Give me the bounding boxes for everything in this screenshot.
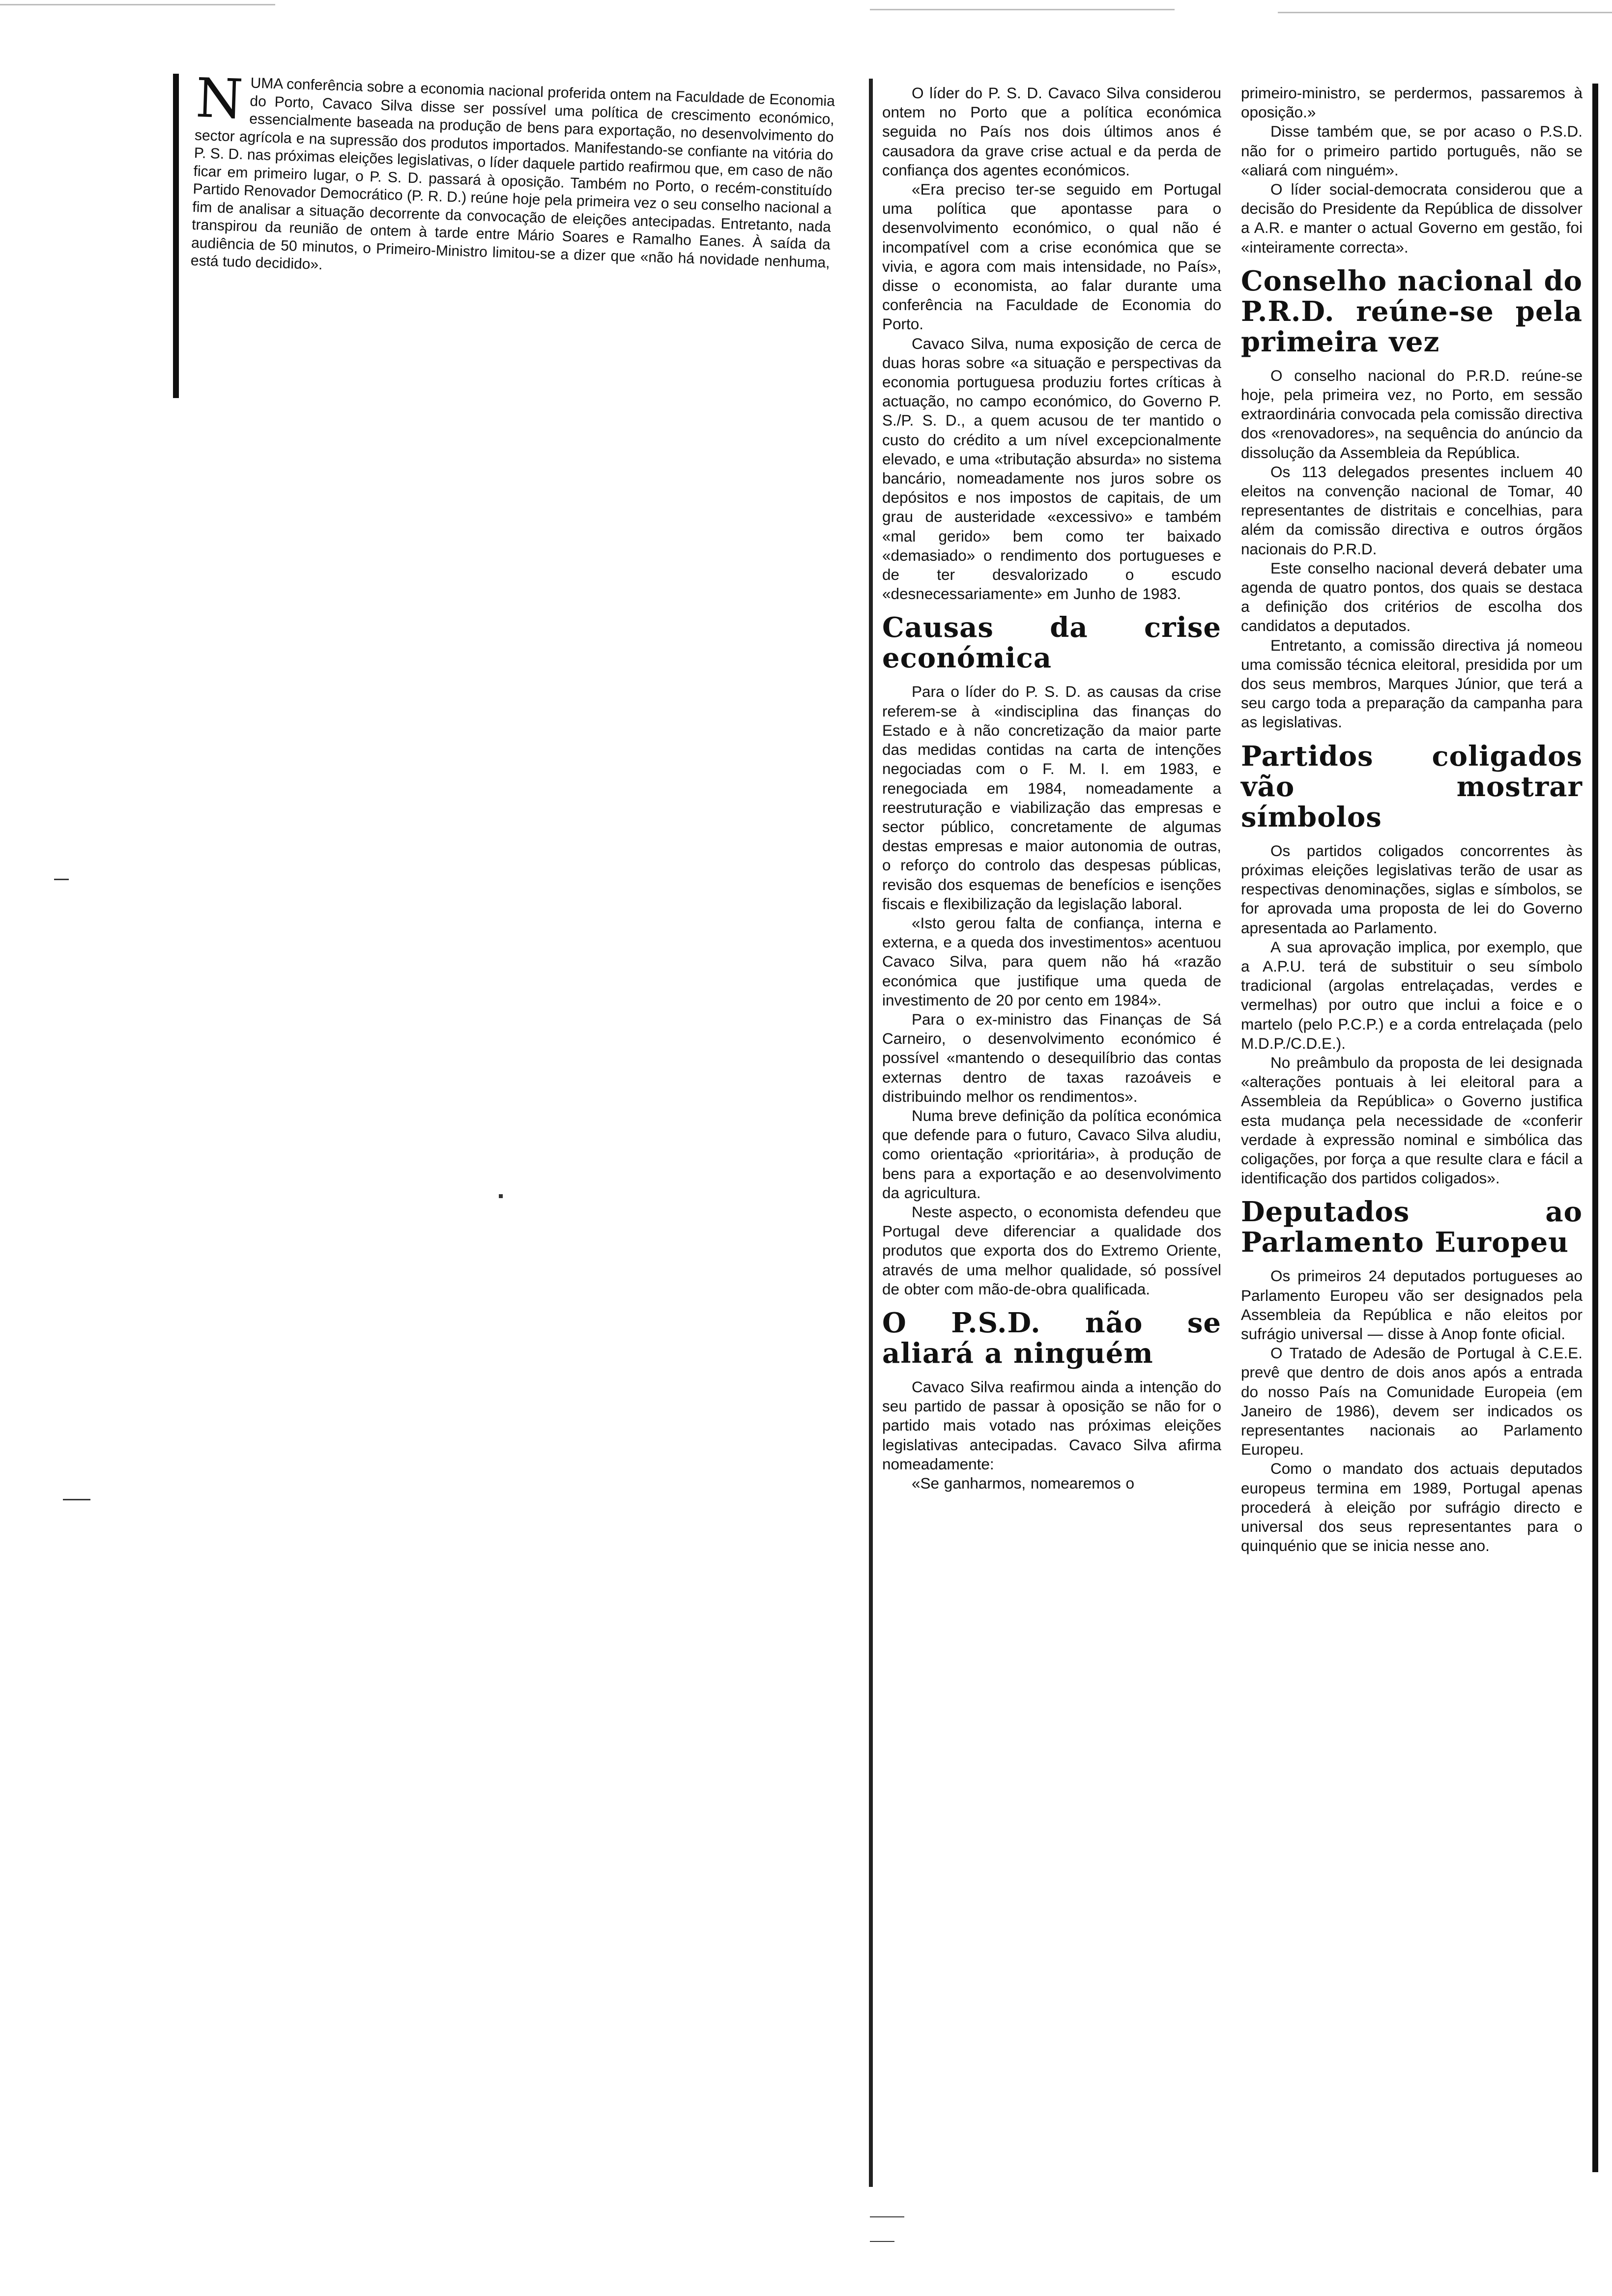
col2-paragraph: O Tratado de Adesão de Portugal à C.E.E. prevê que dentro de dois anos após a entrada do nosso País na Comunidade Europeia (em Janeiro de 1986), devem ser indicados os representantes nacionais ao Parlamento Europeu.	[1241, 1344, 1583, 1459]
article-column-2	[1241, 84, 1583, 1555]
lead-dropcap: N	[195, 66, 244, 131]
col2-paragraph: Os partidos coligados concorrentes às próximas eleições legislativas terão de usar as respectivas denominações, siglas e símbolos, se for aprovada uma proposta de lei do Governo apresentada ao Parlamento.	[1241, 841, 1583, 937]
col1-paragraph: Para o ex-ministro das Finanças de Sá Carneiro, o desenvolvimento económico é possível «mantendo o desequilíbrio das contas externas dentro de taxas razoáveis e distribuindo melhor os rendimentos».	[882, 1010, 1221, 1105]
scan-speck	[870, 2241, 894, 2242]
col1-paragraph: Para o líder do P. S. D. as causas da crise referem-se à «indisciplina das finanças do Estado e à não concretização da maior parte das medidas contidas na carta de intenções negociadas com o F. M. I. em 1983, e renegociada em 1984, nomeadamente a reestruturação e viabilização das empresas e sector público, concretamente de algumas destas empresas e maior autonomia de outras, o reforço do controlo das despesas públicas, revisão dos esquemas de benefícios e isenções fiscais e flexibilização da legislação laboral.	[882, 683, 1221, 913]
col1-paragraph: O líder do P. S. D. Cavaco Silva considerou ontem no Porto que a política económica seguida no País nos dois últimos anos é causadora da grave crise actual e da perda de confiança dos agentes económicos.	[882, 84, 1221, 179]
heading-psd-nao-se-aliara: O P.S.D. não se aliará a ninguém	[882, 1306, 1221, 1370]
col2-paragraph: O conselho nacional do P.R.D. reúne-se hoje, pela primeira vez, no Porto, em sessão extraordinária convocada pela comissão directiva dos «renovadores», na sequência do anúncio da dissolução da Assembleia da República.	[1241, 366, 1583, 461]
clipping-right-edge	[1592, 84, 1598, 2172]
column-rule-left	[869, 79, 873, 2187]
col2-paragraph: Este conselho nacional deverá debater uma agenda de quatro pontos, dos quais se destaca a definição dos critérios de escolha dos candidatos a deputados.	[1241, 559, 1583, 635]
article-column-1	[882, 84, 1221, 1493]
lead-article	[190, 66, 835, 290]
lead-text: UMA conferência sobre a economia nacional proferida ontem na Faculdade de Economia do Porto, Cavaco Silva disse ser possível uma política de crescimento económico, essencialmente baseada na produção de bens para exportação, no desenvolvimento do sector agrícola e na supressão dos produtos importados. Manifestando-se confiante na vitória do P. S. D. nas próximas eleições legislativas, o líder daquele partido reafirmou que, em caso de não ficar em primeiro lugar, o P. S. D. passará à oposição. Também no Porto, o recém-constituído Partido Renovador Democrático (P. R. D.) reúne hoje pela primeira vez o seu conselho nacional a fim de analisar a situação decorrente da convocação de eleições antecipadas. Entretanto, nada transpirou da reunião de ontem à tarde entre Mário Soares e Ramalho Eanes. À saída da audiência de 50 minutos, o Primeiro-Ministro limitou-se a dizer que «não há novidade nenhuma, está tudo decidido».	[190, 75, 835, 273]
scan-edge-top-left	[0, 4, 275, 5]
col2-paragraph: primeiro-ministro, se perdermos, passaremos à oposição.»	[1241, 84, 1583, 121]
col2-paragraph: Entretanto, a comissão directiva já nomeou uma comissão técnica eleitoral, presidida por um dos seus membros, Marques Júnior, que terá a seu cargo toda a preparação da campanha para as legislativas.	[1241, 636, 1583, 731]
col2-paragraph: No preâmbulo da proposta de lei designada «alterações pontuais à lei eleitoral para a Assembleia da República» o Governo justifica esta mudança pela necessidade de «conferir verdade à expressão nominal e simbólica das coligações, por força a que resulte clara e fácil a identificação dos partidos coligados».	[1241, 1053, 1583, 1187]
heading-deputados-parlamento-europeu: Deputados ao Parlamento Europeu	[1241, 1196, 1583, 1259]
col1-paragraph: «Era preciso ter-se seguido em Portugal uma política que apontasse para o desenvolvimento económico, o qual não é incompatível com a crise económica que se vivia, e agora com mais intensidade, no País», disse o economista, ao falar durante uma conferência na Faculdade de Economia do Porto.	[882, 180, 1221, 333]
scan-speck	[870, 2216, 904, 2217]
col1-paragraph: «Se ganharmos, nomearemos o	[912, 1474, 1134, 1492]
col2-paragraph: Os 113 delegados presentes incluem 40 eleitos na convenção nacional de Tomar, 40 representantes de distritais e concelhias, para além da comissão directiva e outros órgãos nacionais do P.R.D.	[1241, 462, 1583, 558]
col1-paragraph: «Isto gerou falta de confiança, interna e externa, e a queda dos investimentos» acentuou Cavaco Silva, para quem não há «razão económica que justifique uma queda de investimento de 20 por cento em 1984».	[882, 914, 1221, 1009]
scan-speck	[54, 879, 69, 880]
col1-paragraph: Cavaco Silva, numa exposição de cerca de duas horas sobre «a situação e perspectivas da economia portuguesa produziu fortes críticas à actuação, no campo económico, do Governo P. S./P. S. D., a quem acusou de ter mantido o custo do crédito a um nível excepcionalmente elevado, e uma «tributação absurda» no sistema bancário, nomeadamente nos juros sobre os depósitos e nos impostos de capitais, de um grau de austeridade «excessivo» e também «mal gerido» bem como ter baixado «demasiado» o rendimento dos portugueses e de ter desvalorizado o escudo «desnecessariamente» em Junho de 1983.	[882, 334, 1221, 603]
scan-speck	[63, 1499, 90, 1500]
col1-paragraph: Neste aspecto, o economista defendeu que Portugal deve diferenciar a qualidade dos produtos que exporta dos do Extremo Oriente, através de uma melhor qualidade, só possível de obter com mão-de-obra qualificada.	[882, 1203, 1221, 1298]
col2-paragraph: O líder social-democrata considerou que a decisão do Presidente da República de dissolver a A.R. e manter o actual Governo em gestão, foi «inteiramente correcta».	[1241, 180, 1583, 256]
clipping-left-edge	[173, 74, 179, 398]
col2-paragraph: Os primeiros 24 deputados portugueses ao Parlamento Europeu vão ser designados pela Assembleia da República e não eleitos por sufrágio universal — disse à Anop fonte oficial.	[1241, 1267, 1583, 1343]
scan-speck	[499, 1194, 503, 1198]
col2-paragraph: A sua aprovação implica, por exemplo, que a A.P.U. terá de substituir o seu símbolo tradicional (argolas entrelaçadas, verdes e vermelhas) por outro que inclui a foice e o martelo (pelo P.C.P.) e a corda entrelaçada (pelo M.D.P./C.D.E.).	[1241, 938, 1583, 1052]
col2-paragraph: Como o mandato dos actuais deputados europeus termina em 1989, Portugal apenas procederá à eleição por sufrágio directo e universal dos seus representantes para o quinquénio que se inicia nesse ano.	[1241, 1460, 1583, 1555]
heading-conselho-nacional-prd: Conselho nacional do P.R.D. reúne-se pela primeira vez	[1241, 264, 1583, 358]
scan-edge-top-mid	[870, 9, 1175, 10]
heading-causas-da-crise: Causas da crise económica	[882, 611, 1221, 675]
col1-paragraph: Numa breve definição da política económica que defende para o futuro, Cavaco Silva aludiu, como orientação «prioritária», à produção de bens para a exportação e ao desenvolvimento da agricultura.	[882, 1106, 1221, 1202]
scan-edge-top-right	[1278, 12, 1612, 13]
col1-paragraph: Cavaco Silva reafirmou ainda a intenção do seu partido de passar à oposição se não for o partido mais votado nas próximas eleições legislativas antecipadas. Cavaco Silva afirma nomeadamente:	[882, 1378, 1221, 1473]
heading-partidos-coligados: Partidos coligados vão mostrar símbolos	[1241, 740, 1583, 833]
col2-paragraph: Disse também que, se por acaso o P.S.D. não for o primeiro partido português, não se «aliará com ninguém».	[1241, 122, 1583, 179]
